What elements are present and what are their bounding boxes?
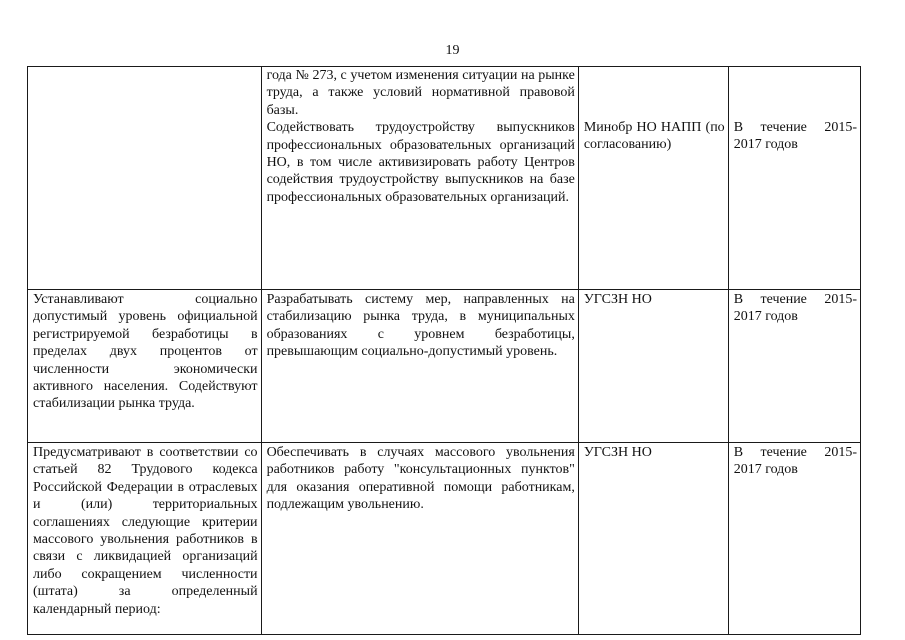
table-row bbox=[28, 290, 861, 443]
cell-text: В течение 2015-2017 годов bbox=[733, 292, 857, 325]
table-cell-basis bbox=[28, 67, 262, 290]
table-cell-measures bbox=[261, 290, 578, 443]
cell-text: УГСЗН НО bbox=[583, 292, 652, 307]
cell-text: В течение 2015-2017 годов bbox=[733, 120, 857, 153]
table-cell-deadline bbox=[728, 290, 860, 443]
table-cell-deadline bbox=[728, 67, 860, 290]
cell-text: года № 273, с учетом изменения ситуации на рынке труда, а также условий нормативной правовой базы. bbox=[266, 68, 575, 118]
measures-table bbox=[27, 66, 861, 635]
cell-text: Устанавливают социально допустимый уровень официальной регистрируемой безработицы в пределах двух процентов от численности экономически активного населения. Содействуют стабилизации рынка труда. bbox=[33, 292, 258, 412]
cell-text: Предусматривают в соответствии со статьей 82 Трудового кодекса Российской Федерации в отраслевых и (или) территориальных соглашениях следующие критерии массового увольнения работников в связи с ликвидацией организаций либо сокращением численности (штата) за определенный календарный период: bbox=[33, 445, 258, 617]
table-row bbox=[28, 67, 861, 290]
page-number: 19 bbox=[445, 43, 460, 58]
cell-text: Разрабатывать систему мер, направленных на стабилизацию рынка труда, в муниципальных образованиях с уровнем безработицы, превышающим социально-допустимый уровень. bbox=[266, 292, 575, 360]
cell-text: Содействовать трудоустройству выпускников профессиональных образовательных организаций НО, в том числе активизировать работу Центров содействия трудоустройству выпускников на базе профессиональных образовательных организаций. bbox=[266, 120, 575, 205]
table-cell-basis bbox=[28, 443, 262, 635]
table-cell-responsible bbox=[578, 443, 728, 635]
table-cell-responsible bbox=[578, 67, 728, 290]
cell-text: В течение 2015-2017 годов bbox=[733, 445, 857, 478]
cell-text: УГСЗН НО bbox=[583, 445, 652, 460]
cell-text: Обеспечивать в случаях массового увольнения работников работу "консультационных пунктов" для оказания оперативной помощи работникам, подлежащим увольнению. bbox=[266, 445, 575, 513]
table-cell-measures bbox=[261, 443, 578, 635]
table-cell-responsible bbox=[578, 290, 728, 443]
table-cell-deadline bbox=[728, 443, 860, 635]
table-row bbox=[28, 443, 861, 635]
cell-text: Минобр НО НАПП (по согласованию) bbox=[583, 120, 725, 153]
table-cell-measures bbox=[261, 67, 578, 290]
table-cell-basis bbox=[28, 290, 262, 443]
